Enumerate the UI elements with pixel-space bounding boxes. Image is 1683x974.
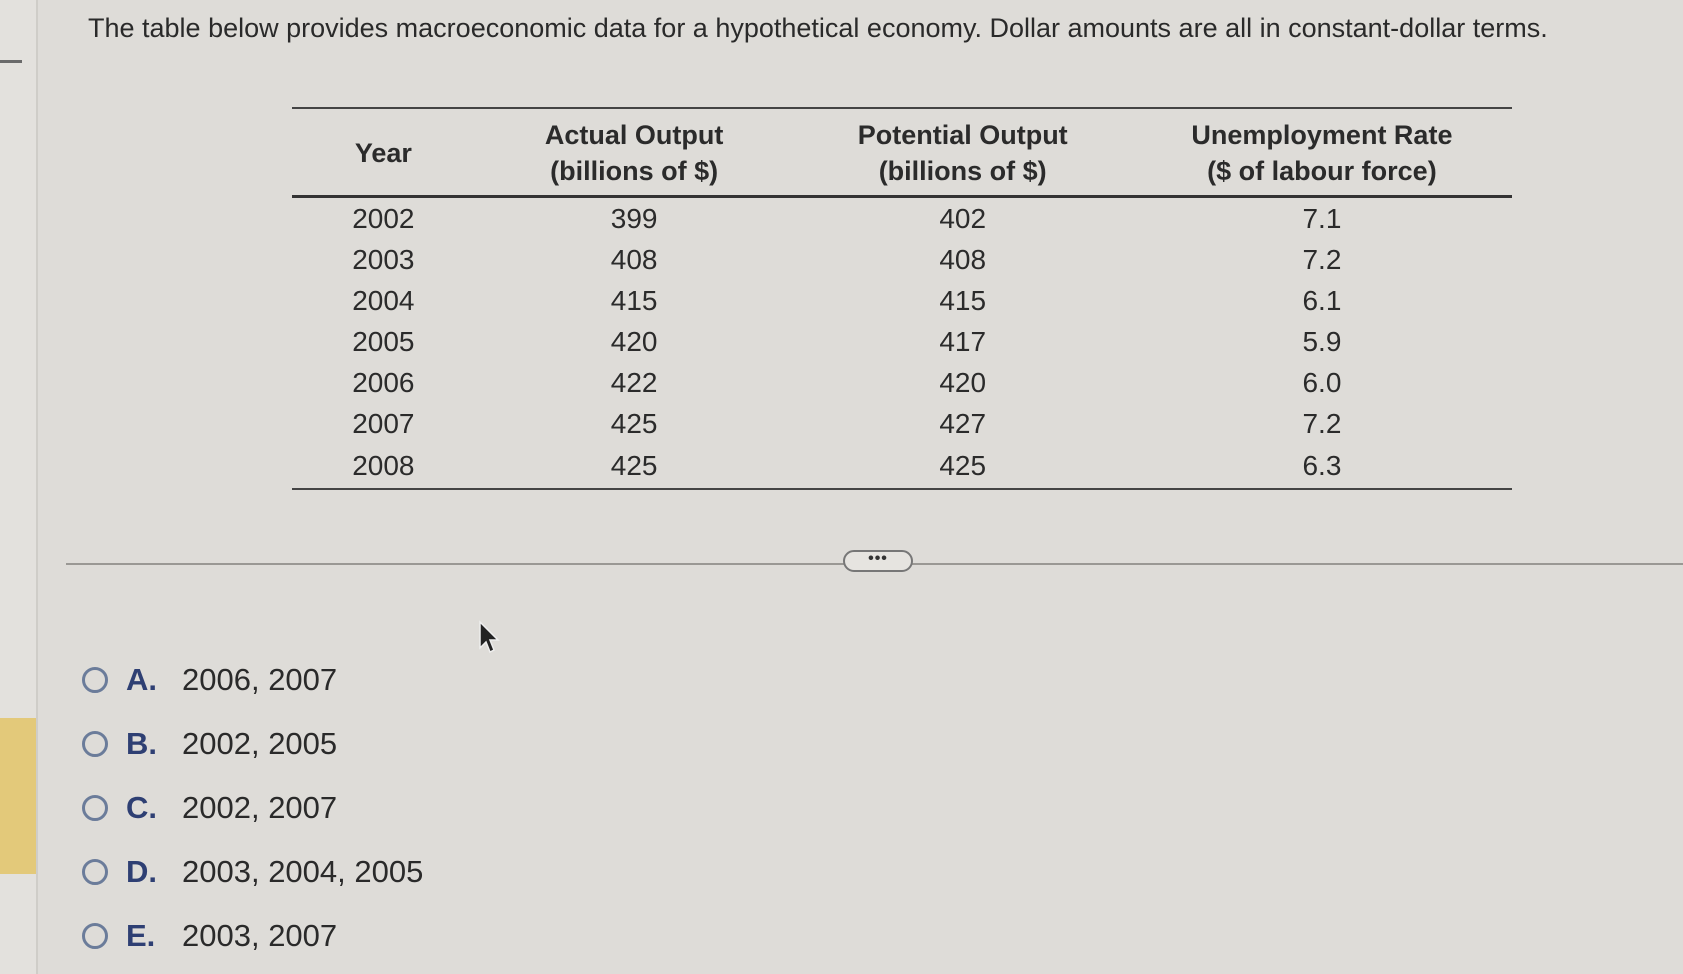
radio-button[interactable] <box>82 859 108 885</box>
radio-button[interactable] <box>82 667 108 693</box>
radio-button[interactable] <box>82 731 108 757</box>
cell-potential: 427 <box>939 407 987 439</box>
cell-potential: 420 <box>939 366 987 398</box>
table-row <box>292 239 1512 280</box>
option-a[interactable] <box>82 648 423 712</box>
cell-actual: 425 <box>610 407 658 439</box>
cell-actual: 420 <box>610 325 658 357</box>
option-letter: B. <box>126 726 157 761</box>
header-actual-output <box>475 108 794 197</box>
option-text: 2003, 2004, 2005 <box>182 854 424 889</box>
header-actual-line1: Actual Output <box>544 120 724 150</box>
table-row <box>292 403 1512 444</box>
table-row <box>292 444 1512 489</box>
option-letter: D. <box>126 854 157 889</box>
option-text: 2003, 2007 <box>182 918 338 953</box>
cell-unemp: 7.2 <box>1302 243 1342 275</box>
option-d[interactable] <box>82 840 423 904</box>
cell-unemp: 6.1 <box>1302 284 1342 316</box>
cell-year: 2004 <box>352 284 415 316</box>
option-letter: A. <box>126 662 157 697</box>
cell-unemp: 5.9 <box>1302 325 1342 357</box>
cell-actual: 422 <box>610 366 658 398</box>
header-unemp-line2: ($ of labour force) <box>1207 156 1437 186</box>
cell-actual: 425 <box>475 444 794 489</box>
option-text: 2002, 2007 <box>182 790 338 825</box>
table-row <box>292 280 1512 321</box>
cell-unemp: 6.3 <box>1132 444 1512 489</box>
header-unemployment-rate <box>1132 108 1512 197</box>
option-letter: C. <box>126 790 157 825</box>
option-c[interactable] <box>82 776 423 840</box>
collapse-dash-icon[interactable] <box>0 60 22 63</box>
macro-data-table <box>292 107 1512 490</box>
header-potential-line1: Potential Output <box>857 120 1068 150</box>
cell-unemp: 6.0 <box>1302 366 1342 398</box>
cell-actual: 399 <box>610 202 658 234</box>
cell-unemp: 7.1 <box>1302 202 1342 234</box>
cell-potential: 417 <box>939 325 987 357</box>
cell-year: 2005 <box>352 325 415 357</box>
mouse-pointer-icon <box>478 620 502 656</box>
left-highlight-marker <box>0 718 36 874</box>
option-letter: E. <box>126 918 156 953</box>
cell-year: 2007 <box>352 407 415 439</box>
option-b[interactable] <box>82 712 423 776</box>
cell-actual: 415 <box>610 284 658 316</box>
cell-potential: 425 <box>794 444 1132 489</box>
header-unemp-line1: Unemployment Rate <box>1191 120 1453 150</box>
expand-more-button[interactable]: ••• <box>843 550 913 572</box>
cell-year: 2003 <box>352 243 415 275</box>
cell-year: 2008 <box>292 444 475 489</box>
option-text: 2002, 2005 <box>182 726 338 761</box>
cell-potential: 415 <box>939 284 987 316</box>
table-row <box>292 362 1512 403</box>
table-row <box>292 197 1512 240</box>
cell-year: 2006 <box>352 366 415 398</box>
header-potential-line2: (billions of $) <box>878 156 1047 186</box>
cell-actual: 408 <box>610 243 658 275</box>
cell-unemp: 7.2 <box>1302 407 1342 439</box>
table-row <box>292 321 1512 362</box>
header-potential-output <box>794 108 1132 197</box>
option-text: 2006, 2007 <box>182 662 338 697</box>
header-year-label: Year <box>354 138 412 168</box>
header-actual-line2: (billions of $) <box>550 156 719 186</box>
question-prompt: The table below provides macroeconomic data for a hypothetical economy. Dollar amounts are all in constant-dollar terms. <box>88 13 1548 43</box>
header-year <box>292 108 475 197</box>
cell-year: 2002 <box>352 202 415 234</box>
radio-button[interactable] <box>82 923 108 949</box>
table-header-row <box>292 108 1512 197</box>
answer-options <box>82 648 423 968</box>
cell-potential: 402 <box>939 202 987 234</box>
radio-button[interactable] <box>82 795 108 821</box>
option-e[interactable] <box>82 904 423 968</box>
cell-potential: 408 <box>939 243 987 275</box>
